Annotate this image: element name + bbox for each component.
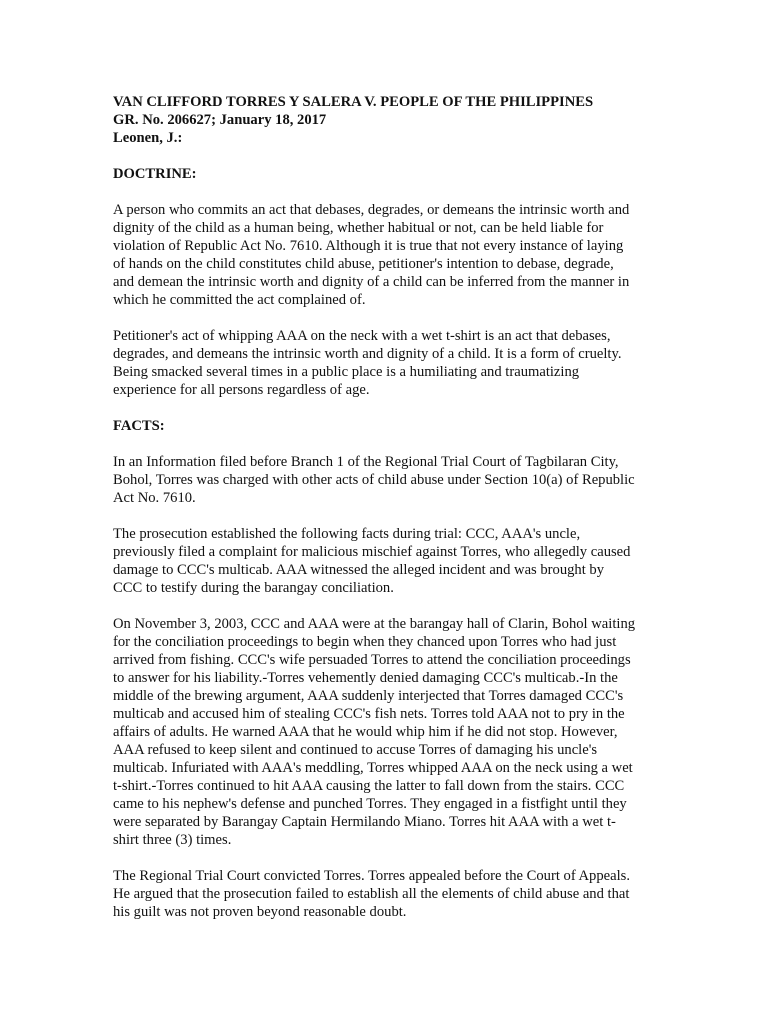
text-line: Act No. 7610. — [113, 490, 196, 506]
text-line: CCC to testify during the barangay conciliation. — [113, 580, 394, 596]
text-line: dignity of the child as a human being, whether habitual or not, can be held liable for — [113, 220, 604, 236]
text-line: arrived from fishing. CCC's wife persuaded Torres to attend the conciliation proceedings — [113, 652, 631, 668]
spacer — [113, 183, 661, 201]
text-line: violation of Republic Act No. 7610. Although it is true that not every instance of laying — [113, 238, 624, 254]
text-line: Being smacked several times in a public place is a humiliating and traumatizing — [113, 364, 580, 380]
text-line: of hands on the child constitutes child abuse, petitioner's intention to debase, degrade, — [113, 256, 614, 272]
spacer — [113, 399, 661, 417]
facts-paragraph-1 — [113, 453, 661, 507]
spacer — [113, 849, 661, 867]
text-line: Petitioner's act of whipping AAA on the neck with a wet t-shirt is an act that debases, — [113, 328, 611, 344]
text-line: The Regional Trial Court convicted Torres. Torres appealed before the Court of Appeals. — [113, 868, 630, 884]
text-line: for the conciliation proceedings to begin when they chanced upon Torres who had just — [113, 634, 617, 650]
spacer — [113, 507, 661, 525]
text-line: experience for all persons regardless of age. — [113, 382, 370, 398]
document-page — [113, 93, 661, 921]
text-line: In an Information filed before Branch 1 of the Regional Trial Court of Tagbilaran City, — [113, 454, 619, 470]
case-number: GR. No. 206627; January 18, 2017 — [113, 112, 327, 128]
facts-heading: FACTS: — [113, 418, 165, 434]
ponente: Leonen, J.: — [113, 130, 183, 146]
text-line: multicab. Infuriated with AAA's meddling, Torres whipped AAA on the neck using a wet — [113, 760, 633, 776]
text-line: previously filed a complaint for malicious mischief against Torres, who allegedly caused — [113, 544, 631, 560]
spacer — [113, 597, 661, 615]
text-line: A person who commits an act that debases, degrades, or demeans the intrinsic worth and — [113, 202, 630, 218]
text-line: He argued that the prosecution failed to establish all the elements of child abuse and that — [113, 886, 630, 902]
facts-paragraph-2 — [113, 525, 661, 597]
case-title: VAN CLIFFORD TORRES Y SALERA V. PEOPLE OF THE PHILIPPINES — [113, 94, 594, 110]
text-line: were separated by Barangay Captain Hermilando Miano. Torres hit AAA with a wet t- — [113, 814, 616, 830]
spacer — [113, 309, 661, 327]
doctrine-paragraph-2 — [113, 327, 661, 399]
text-line: his guilt was not proven beyond reasonable doubt. — [113, 904, 407, 920]
text-line: and demean the intrinsic worth and dignity of a child can be inferred from the manner in — [113, 274, 630, 290]
text-line: t-shirt.-Torres continued to hit AAA causing the latter to fall down from the stairs. CCC — [113, 778, 625, 794]
spacer — [113, 147, 661, 165]
text-line: which he committed the act complained of. — [113, 292, 366, 308]
facts-paragraph-4 — [113, 867, 661, 921]
doctrine-heading: DOCTRINE: — [113, 166, 197, 182]
text-line: middle of the brewing argument, AAA suddenly interjected that Torres damaged CCC's — [113, 688, 624, 704]
text-line: affairs of adults. He warned AAA that he would whip him if he did not stop. However, — [113, 724, 618, 740]
text-line: On November 3, 2003, CCC and AAA were at the barangay hall of Clarin, Bohol waiting — [113, 616, 636, 632]
text-line: damage to CCC's multicab. AAA witnessed the alleged incident and was brought by — [113, 562, 605, 578]
text-line: Bohol, Torres was charged with other acts of child abuse under Section 10(a) of Republic — [113, 472, 635, 488]
text-line: came to his nephew's defense and punched Torres. They engaged in a fistfight until they — [113, 796, 627, 812]
text-line: multicab and accused him of stealing CCC's fish nets. Torres told AAA not to pry in the — [113, 706, 625, 722]
doctrine-paragraph-1 — [113, 201, 661, 309]
text-line: degrades, and demeans the intrinsic worth and dignity of a child. It is a form of cruelty. — [113, 346, 622, 362]
text-line: to answer for his liability.-Torres vehemently denied damaging CCC's multicab.-In the — [113, 670, 618, 686]
facts-paragraph-3 — [113, 615, 661, 849]
text-line: AAA refused to keep silent and continued to accuse Torres of damaging his uncle's — [113, 742, 598, 758]
spacer — [113, 435, 661, 453]
text-line: The prosecution established the following facts during trial: CCC, AAA's uncle, — [113, 526, 581, 542]
text-line: shirt three (3) times. — [113, 832, 232, 848]
